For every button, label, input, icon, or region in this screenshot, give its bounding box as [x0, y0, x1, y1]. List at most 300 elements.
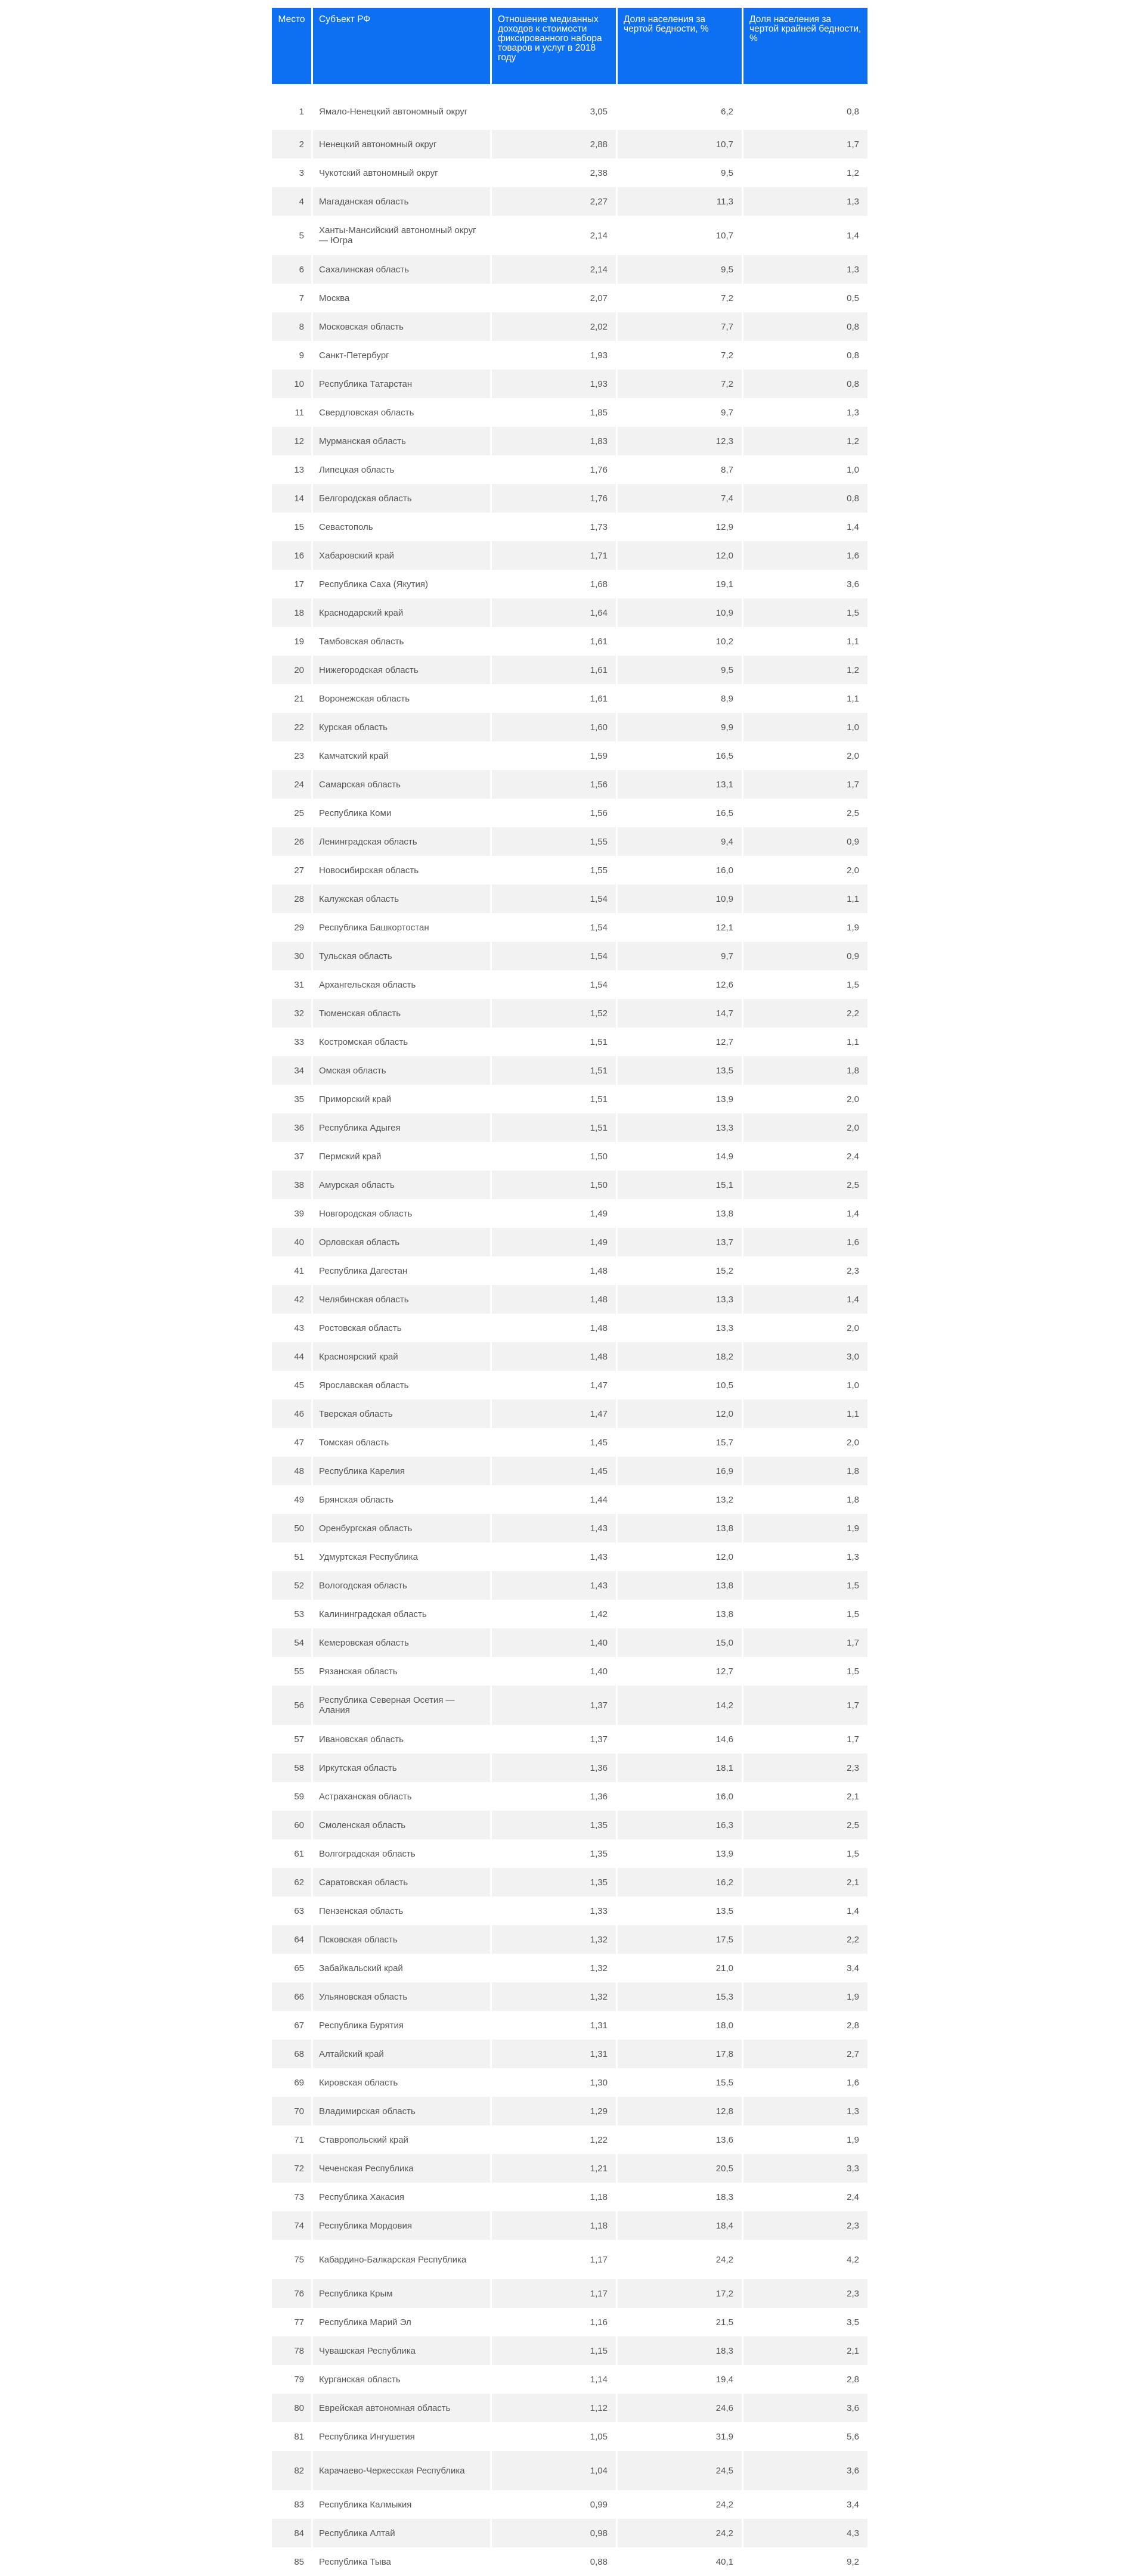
poverty-share-cell: 16,0	[715, 865, 733, 876]
extreme-poverty-cell: 2,3	[743, 1753, 867, 1782]
rank-cell: 64	[272, 1925, 311, 1954]
region-cell: Камчатский край	[319, 750, 389, 761]
extreme-poverty-cell: 1,5	[847, 1848, 859, 1859]
extreme-poverty-cell: 1,6	[847, 2077, 859, 2088]
income-ratio-cell: 1,55	[590, 865, 608, 876]
poverty-share-cell: 21,5	[715, 2317, 733, 2327]
income-ratio-cell: 2,14	[590, 230, 608, 241]
rank-cell: 33	[294, 1036, 304, 1047]
region-cell: Саратовская область	[313, 1868, 490, 1897]
extreme-poverty-cell: 0,5	[847, 293, 859, 303]
extreme-poverty-cell: 1,1	[743, 884, 867, 913]
poverty-share-cell: 8,7	[721, 464, 733, 475]
extreme-poverty-cell: 1,1	[743, 1399, 867, 1428]
region-cell: Новгородская область	[319, 1208, 413, 1219]
region-cell: Республика Адыгея	[313, 1113, 490, 1142]
region-cell: Воронежская область	[319, 693, 410, 704]
poverty-share-cell: 18,1	[618, 1753, 742, 1782]
table-row	[272, 255, 867, 284]
region-cell: Республика Мордовия	[313, 2211, 490, 2240]
extreme-poverty-cell: 0,8	[743, 370, 867, 398]
extreme-poverty-cell: 1,4	[847, 1208, 859, 1219]
poverty-share-cell: 15,1	[618, 1171, 742, 1199]
region-cell: Чувашская Республика	[313, 2336, 490, 2365]
income-ratio-cell: 0,88	[590, 2556, 608, 2567]
extreme-poverty-cell: 3,3	[743, 2154, 867, 2183]
income-ratio-cell: 2,07	[590, 293, 608, 303]
extreme-poverty-cell: 2,3	[847, 1265, 859, 1276]
region-cell: Брянская область	[319, 1494, 393, 1505]
rank-cell: 34	[272, 1056, 311, 1085]
poverty-share-cell: 18,4	[618, 2211, 742, 2240]
extreme-poverty-cell: 4,2	[847, 2254, 859, 2265]
table-row	[272, 1543, 867, 1571]
table-row	[272, 2240, 867, 2279]
rank-cell: 28	[272, 884, 311, 913]
poverty-share-cell: 13,8	[618, 1571, 742, 1600]
table-row	[272, 2011, 867, 2040]
region-cell: Оренбургская область	[313, 1514, 490, 1543]
poverty-share-cell: 14,9	[715, 1151, 733, 1162]
table-row	[272, 1342, 867, 1371]
rank-cell: 1	[299, 107, 304, 117]
poverty-share-cell: 13,8	[618, 1514, 742, 1543]
poverty-share-cell: 14,2	[618, 1686, 742, 1725]
table-row	[272, 627, 867, 656]
income-ratio-cell: 1,51	[492, 1056, 616, 1085]
income-ratio-cell: 1,35	[492, 1868, 616, 1897]
poverty-share-cell: 12,8	[618, 2097, 742, 2125]
income-ratio-cell: 1,37	[492, 1686, 616, 1725]
table-row	[272, 1199, 867, 1228]
rank-cell: 68	[272, 2040, 311, 2068]
header-region: Субъект РФ	[313, 8, 490, 84]
income-ratio-cell: 1,22	[590, 2134, 608, 2145]
table-header	[272, 8, 867, 84]
region-cell: Липецкая область	[319, 464, 395, 475]
extreme-poverty-cell: 1,1	[847, 693, 859, 704]
income-ratio-cell: 1,60	[492, 713, 616, 741]
poverty-share-cell: 13,9	[715, 1094, 733, 1104]
income-ratio-cell: 1,49	[590, 1208, 608, 1219]
region-cell: Челябинская область	[313, 1285, 490, 1314]
poverty-share-cell: 24,6	[618, 2394, 742, 2422]
table-row	[272, 970, 867, 999]
region-cell: Кемеровская область	[313, 1628, 490, 1657]
rank-cell: 7	[299, 293, 304, 303]
rank-cell: 30	[272, 942, 311, 970]
extreme-poverty-cell: 1,3	[847, 407, 859, 418]
extreme-poverty-cell: 2,8	[847, 2020, 859, 2031]
table-row	[272, 541, 867, 570]
income-ratio-cell: 1,05	[590, 2431, 608, 2442]
region-cell: Мурманская область	[313, 427, 490, 455]
income-ratio-cell: 1,14	[590, 2374, 608, 2385]
rank-cell: 12	[272, 427, 311, 455]
extreme-poverty-cell: 1,3	[743, 2097, 867, 2125]
extreme-poverty-cell: 2,1	[743, 1868, 867, 1897]
extreme-poverty-cell: 1,5	[847, 1609, 859, 1619]
region-cell: Костромская область	[319, 1036, 408, 1047]
poverty-share-cell: 9,9	[618, 713, 742, 741]
rank-cell: 31	[294, 979, 304, 990]
region-cell: Республика Саха (Якутия)	[319, 579, 429, 589]
income-ratio-cell: 1,37	[590, 1734, 608, 1745]
poverty-share-cell: 40,1	[715, 2556, 733, 2567]
rank-cell: 11	[295, 407, 304, 418]
region-cell: Пермский край	[319, 1151, 382, 1162]
table-row	[272, 159, 867, 187]
poverty-share-cell: 12,3	[618, 427, 742, 455]
income-ratio-cell: 1,54	[590, 922, 608, 933]
region-cell: Ханты-Мансийский автономный округ — Югра	[319, 225, 476, 246]
rank-cell: 43	[294, 1323, 304, 1333]
income-ratio-cell: 1,48	[492, 1285, 616, 1314]
region-cell: Красноярский край	[313, 1342, 490, 1371]
rank-cell: 41	[294, 1265, 304, 1276]
rank-cell: 56	[272, 1686, 311, 1725]
rank-cell: 39	[294, 1208, 304, 1219]
income-ratio-cell: 1,40	[492, 1628, 616, 1657]
rank-cell: 32	[272, 999, 311, 1028]
extreme-poverty-cell: 1,1	[847, 636, 859, 647]
region-cell: Орловская область	[313, 1228, 490, 1256]
income-ratio-cell: 1,71	[492, 541, 616, 570]
table-row	[272, 1925, 867, 1954]
region-cell: Самарская область	[313, 770, 490, 799]
extreme-poverty-cell: 2,5	[743, 1811, 867, 1839]
income-ratio-cell: 1,61	[590, 693, 608, 704]
table-row	[272, 913, 867, 942]
table-row	[272, 1085, 867, 1113]
income-ratio-cell: 1,51	[492, 1113, 616, 1142]
table-row	[272, 2097, 867, 2125]
table-row	[272, 1600, 867, 1628]
poverty-share-cell: 10,9	[618, 884, 742, 913]
table-row	[272, 656, 867, 684]
extreme-poverty-cell: 2,2	[743, 1925, 867, 1954]
extreme-poverty-cell: 1,9	[743, 1982, 867, 2011]
header-income-ratio: Отношение медианных доходов к стоимости фиксированного набора товаров и услуг в 2018 году	[492, 8, 616, 84]
poverty-share-cell: 9,7	[721, 407, 733, 418]
poverty-share-cell: 12,7	[715, 1666, 733, 1677]
poverty-share-cell: 15,3	[618, 1982, 742, 2011]
region-cell: Удмуртская Республика	[319, 1551, 418, 1562]
table-row	[272, 2490, 867, 2519]
extreme-poverty-cell: 2,8	[847, 2374, 859, 2385]
poverty-share-cell: 19,1	[715, 579, 733, 589]
rank-cell: 27	[294, 865, 304, 876]
poverty-share-cell: 12,0	[618, 1399, 742, 1428]
table-row	[272, 741, 867, 770]
region-cell: Свердловская область	[319, 407, 414, 418]
rank-cell: 13	[294, 464, 304, 475]
income-ratio-cell: 2,38	[590, 167, 608, 178]
rank-cell: 69	[294, 2077, 304, 2088]
income-ratio-cell: 1,32	[492, 1925, 616, 1954]
rank-cell: 61	[294, 1848, 304, 1859]
income-ratio-cell: 1,85	[590, 407, 608, 418]
extreme-poverty-cell: 1,7	[743, 1628, 867, 1657]
region-cell: Архангельская область	[319, 979, 416, 990]
poverty-share-cell: 16,5	[715, 750, 733, 761]
income-ratio-cell: 1,50	[590, 1151, 608, 1162]
rank-cell: 63	[294, 1905, 304, 1916]
rank-cell: 16	[272, 541, 311, 570]
region-cell: Ставропольский край	[319, 2134, 408, 2145]
rank-cell: 22	[272, 713, 311, 741]
rank-cell: 70	[272, 2097, 311, 2125]
poverty-share-cell: 13,3	[618, 1285, 742, 1314]
rank-cell: 17	[294, 579, 304, 589]
table-row	[272, 1725, 867, 1753]
extreme-poverty-cell: 1,9	[847, 922, 859, 933]
poverty-share-cell: 13,7	[618, 1228, 742, 1256]
rank-cell: 66	[272, 1982, 311, 2011]
table-row	[272, 1028, 867, 1056]
extreme-poverty-cell: 2,0	[847, 1094, 859, 1104]
extreme-poverty-cell: 1,5	[743, 598, 867, 627]
income-ratio-cell: 1,83	[492, 427, 616, 455]
extreme-poverty-cell: 2,0	[847, 1323, 859, 1333]
table-row	[272, 427, 867, 455]
extreme-poverty-cell: 1,9	[847, 2134, 859, 2145]
poverty-share-cell: 15,2	[715, 1265, 733, 1276]
region-cell: Республика Коми	[319, 808, 392, 818]
poverty-share-cell: 19,4	[715, 2374, 733, 2385]
income-ratio-cell: 1,54	[590, 979, 608, 990]
table-row	[272, 713, 867, 741]
income-ratio-cell: 2,88	[492, 130, 616, 159]
extreme-poverty-cell: 2,4	[847, 2192, 859, 2202]
region-cell: Тамбовская область	[319, 636, 404, 647]
rank-cell: 4	[272, 187, 311, 216]
table-row	[272, 2336, 867, 2365]
region-cell: Тверская область	[313, 1399, 490, 1428]
rank-cell: 44	[272, 1342, 311, 1371]
table-row	[272, 2040, 867, 2068]
income-ratio-cell: 1,15	[492, 2336, 616, 2365]
table-row	[272, 1056, 867, 1085]
rank-cell: 38	[272, 1171, 311, 1199]
table-row	[272, 799, 867, 827]
region-cell: Краснодарский край	[313, 598, 490, 627]
table-row	[272, 1839, 867, 1868]
rank-cell: 14	[272, 484, 311, 513]
table-row	[272, 827, 867, 856]
income-ratio-cell: 1,16	[590, 2317, 608, 2327]
region-cell: Калининградская область	[319, 1609, 427, 1619]
region-cell: Томская область	[319, 1437, 389, 1448]
poverty-share-cell: 13,5	[715, 1905, 733, 1916]
income-ratio-cell: 1,32	[590, 1963, 608, 1973]
income-ratio-cell: 1,64	[492, 598, 616, 627]
table-row	[272, 2547, 867, 2576]
extreme-poverty-cell: 1,0	[743, 713, 867, 741]
extreme-poverty-cell: 1,8	[743, 1457, 867, 1485]
region-cell: Калужская область	[313, 884, 490, 913]
income-ratio-cell: 1,68	[590, 579, 608, 589]
extreme-poverty-cell: 1,5	[847, 979, 859, 990]
rank-cell: 3	[299, 167, 304, 178]
poverty-share-cell: 9,5	[721, 167, 733, 178]
income-ratio-cell: 1,56	[492, 770, 616, 799]
income-ratio-cell: 1,93	[492, 370, 616, 398]
extreme-poverty-cell: 1,0	[847, 1380, 859, 1391]
table-row	[272, 513, 867, 541]
extreme-poverty-cell: 2,5	[847, 808, 859, 818]
poverty-share-cell: 12,9	[715, 522, 733, 532]
extreme-poverty-cell: 2,5	[743, 1171, 867, 1199]
table-row	[272, 598, 867, 627]
region-cell: Санкт-Петербург	[319, 350, 389, 361]
table-row	[272, 942, 867, 970]
income-ratio-cell: 1,31	[492, 2040, 616, 2068]
region-cell: Забайкальский край	[319, 1963, 403, 1973]
poverty-share-cell: 24,2	[715, 2254, 733, 2265]
rank-cell: 78	[272, 2336, 311, 2365]
extreme-poverty-cell: 0,8	[743, 484, 867, 513]
rank-cell: 19	[294, 636, 304, 647]
table-row	[272, 1256, 867, 1285]
table-row	[272, 1982, 867, 2011]
poverty-share-cell: 17,8	[618, 2040, 742, 2068]
rank-cell: 65	[294, 1963, 304, 1973]
table-row	[272, 1457, 867, 1485]
region-cell: Тюменская область	[313, 999, 490, 1028]
table-row	[272, 2365, 867, 2394]
extreme-poverty-cell: 0,9	[743, 827, 867, 856]
extreme-poverty-cell: 1,4	[847, 230, 859, 241]
poverty-share-cell: 10,9	[618, 598, 742, 627]
rank-cell: 25	[294, 808, 304, 818]
poverty-share-cell: 7,2	[618, 370, 742, 398]
extreme-poverty-cell: 2,1	[847, 1791, 859, 1802]
poverty-share-cell: 24,2	[715, 2499, 733, 2510]
rank-cell: 37	[294, 1151, 304, 1162]
table-row	[272, 1485, 867, 1514]
rank-cell: 83	[294, 2499, 304, 2510]
poverty-share-cell: 14,6	[715, 1734, 733, 1745]
region-cell: Ивановская область	[319, 1734, 404, 1745]
region-cell: Рязанская область	[319, 1666, 398, 1677]
extreme-poverty-cell: 2,0	[847, 1437, 859, 1448]
poverty-share-cell: 10,7	[618, 130, 742, 159]
rank-cell: 84	[272, 2519, 311, 2547]
rank-cell: 5	[299, 230, 304, 241]
rank-cell: 52	[272, 1571, 311, 1600]
table-row	[272, 1399, 867, 1428]
income-ratio-cell: 1,50	[492, 1171, 616, 1199]
region-cell: Тульская область	[313, 942, 490, 970]
poverty-share-cell: 24,2	[618, 2519, 742, 2547]
poverty-share-cell: 8,9	[721, 693, 733, 704]
extreme-poverty-cell: 2,0	[847, 750, 859, 761]
income-ratio-cell: 1,76	[590, 464, 608, 475]
table-row	[272, 455, 867, 484]
income-ratio-cell: 1,61	[590, 636, 608, 647]
region-cell: Ярославская область	[319, 1380, 409, 1391]
extreme-poverty-cell: 1,6	[743, 541, 867, 570]
poverty-share-cell: 12,1	[715, 922, 733, 933]
income-ratio-cell: 1,42	[590, 1609, 608, 1619]
table-row	[272, 370, 867, 398]
region-cell: Республика Северная Осетия — Алания	[313, 1686, 490, 1725]
table-row	[272, 1228, 867, 1256]
rank-cell: 6	[272, 255, 311, 284]
income-ratio-cell: 1,17	[590, 2254, 608, 2265]
poverty-share-cell: 17,5	[618, 1925, 742, 1954]
income-ratio-cell: 1,45	[590, 1437, 608, 1448]
income-ratio-cell: 1,54	[492, 884, 616, 913]
table-row	[272, 1628, 867, 1657]
rank-cell: 77	[294, 2317, 304, 2327]
rank-cell: 18	[272, 598, 311, 627]
region-cell: Нижегородская область	[313, 656, 490, 684]
region-cell: Сахалинская область	[313, 255, 490, 284]
rank-cell: 53	[294, 1609, 304, 1619]
table-row	[272, 216, 867, 255]
extreme-poverty-cell: 5,6	[847, 2431, 859, 2442]
table-row	[272, 1571, 867, 1600]
region-cell: Кабардино-Балкарская Республика	[319, 2254, 467, 2265]
rank-cell: 82	[272, 2451, 311, 2490]
income-ratio-cell: 1,56	[590, 808, 608, 818]
poverty-share-cell: 14,7	[618, 999, 742, 1028]
income-ratio-cell: 1,93	[590, 350, 608, 361]
poverty-share-cell: 16,9	[618, 1457, 742, 1485]
income-ratio-cell: 1,35	[590, 1848, 608, 1859]
table-row	[272, 1753, 867, 1782]
region-cell: Волгоградская область	[319, 1848, 416, 1859]
poverty-share-cell: 7,7	[618, 312, 742, 341]
rank-cell: 57	[294, 1734, 304, 1745]
income-ratio-cell: 1,43	[492, 1571, 616, 1600]
poverty-share-cell: 16,5	[715, 808, 733, 818]
income-ratio-cell: 2,27	[492, 187, 616, 216]
income-ratio-cell: 1,52	[492, 999, 616, 1028]
extreme-poverty-cell: 4,3	[743, 2519, 867, 2547]
region-cell: Республика Марий Эл	[319, 2317, 411, 2327]
extreme-poverty-cell: 0,8	[743, 312, 867, 341]
poverty-share-cell: 7,4	[618, 484, 742, 513]
extreme-poverty-cell: 1,3	[743, 255, 867, 284]
region-cell: Иркутская область	[313, 1753, 490, 1782]
rank-cell: 21	[294, 693, 304, 704]
income-ratio-cell: 1,29	[492, 2097, 616, 2125]
poverty-share-cell: 12,6	[715, 979, 733, 990]
table-row	[272, 1314, 867, 1342]
rank-cell: 85	[294, 2556, 304, 2567]
regions-table	[270, 8, 869, 2576]
income-ratio-cell: 1,47	[590, 1380, 608, 1391]
poverty-share-cell: 17,2	[618, 2279, 742, 2308]
income-ratio-cell: 1,59	[590, 750, 608, 761]
extreme-poverty-cell: 1,2	[743, 427, 867, 455]
table-row	[272, 1428, 867, 1457]
extreme-poverty-cell: 0,8	[847, 350, 859, 361]
rank-cell: 15	[294, 522, 304, 532]
table-row	[272, 130, 867, 159]
region-cell: Карачаево-Черкесская Республика	[313, 2451, 490, 2490]
rank-cell: 45	[294, 1380, 304, 1391]
extreme-poverty-cell: 1,7	[743, 770, 867, 799]
rank-cell: 74	[272, 2211, 311, 2240]
rank-cell: 36	[272, 1113, 311, 1142]
poverty-share-cell: 13,3	[618, 1113, 742, 1142]
extreme-poverty-cell: 1,4	[847, 522, 859, 532]
table-row	[272, 1113, 867, 1142]
